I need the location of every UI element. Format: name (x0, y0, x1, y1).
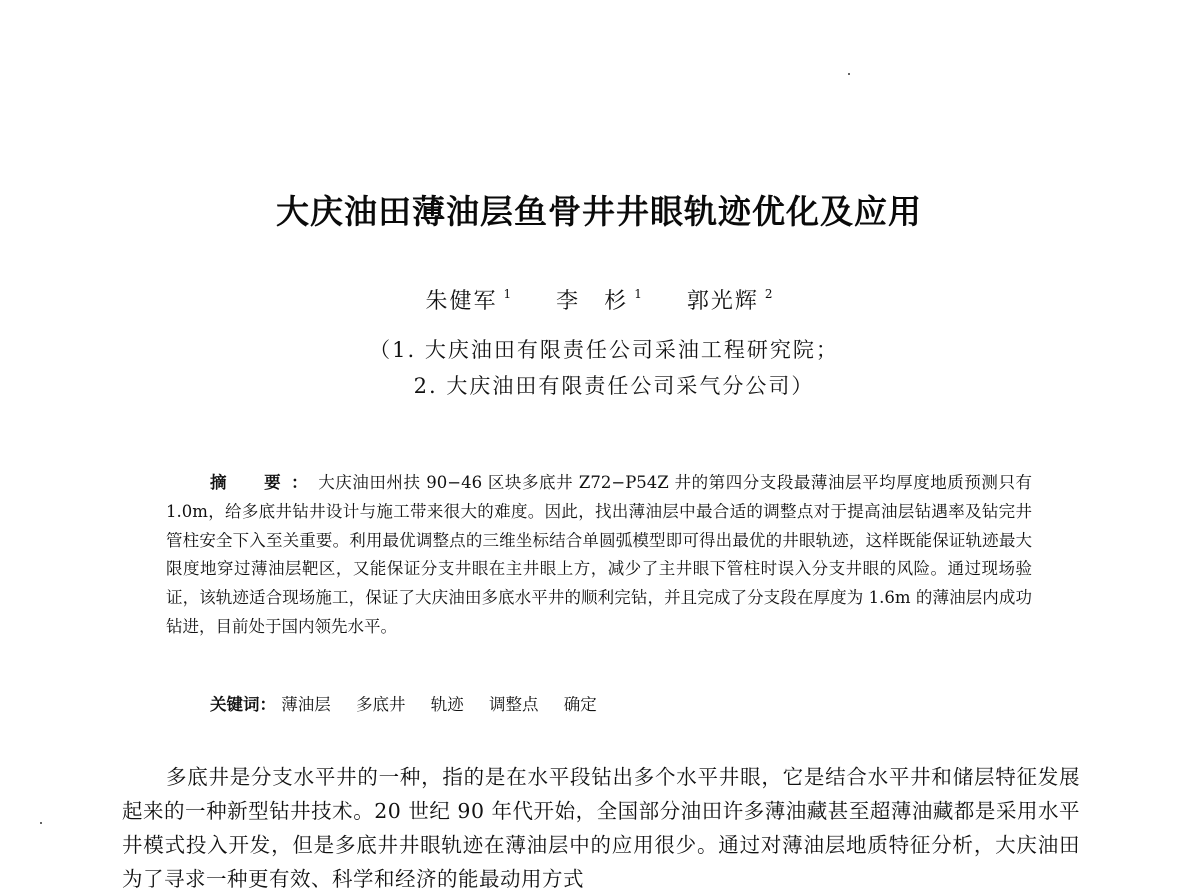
keyword: 确定 (563, 695, 597, 714)
affiliation-line: 2. 大庆油田有限责任公司采气分公司） (413, 374, 815, 398)
affiliation-mark: 2 (764, 287, 773, 301)
author-name: 李 杉 (556, 289, 629, 314)
author-name: 朱健军 (425, 289, 498, 314)
paper-title: 大庆油田薄油层鱼骨井井眼轨迹优化及应用 (276, 192, 922, 231)
abstract (166, 469, 1032, 642)
abstract-text: 大庆油田州扶 90−46 区块多底井 Z72−P54Z 井的第四分支段最薄油层平均厚度地质预测只有 1.0m，给多底井钻井设计与施工带来很大的难度。因此，找出薄油层中最合适的调整点对于提高油层钻遇率及钻完井管柱安全下入至关重要。利用最优调整点的三维坐标结合单圆弧模型即可得出最优的井眼轨迹，这样既能保证轨迹最大限度地穿过薄油层靶区，又能保证分支井眼在主井眼上方，减少了主井眼下管柱时误入分支井眼的风险。通过现场验证，该轨迹适合现场施工，保证了大庆油田多底水平井的顺利完钻，并且完成了分支段在厚度为 1.6m 的薄油层内成功钻进，目前处于国内领先水平。 (166, 473, 1033, 636)
scan-speck (40, 822, 42, 824)
body-paragraph: 多底井是分支水平井的一种，指的是在水平段钻出多个水平井眼，它是结合水平井和储层特征发展起来的一种新型钻井技术。20 世纪 90 年代开始，全国部分油田许多薄油藏甚至超薄油藏都是采用水平井模式投入开发，但是多底井井眼轨迹在薄油层中的应用很少。通过对薄油层地质特征分析，大庆油田为了寻求一种更有效、科学和经济的能最动用方式 (122, 765, 1080, 891)
author-name: 郭光辉 (686, 289, 759, 314)
affiliation-mark: 1 (634, 287, 642, 301)
author (426, 284, 512, 315)
scan-speck (848, 73, 850, 75)
keyword: 轨迹 (430, 695, 464, 714)
affiliation-line: （1. 大庆油田有限责任公司采油工程研究院； (369, 338, 839, 362)
author (556, 284, 642, 315)
keywords-label: 关键词： (210, 695, 276, 714)
author-list (0, 284, 1198, 315)
keyword: 薄油层 (281, 695, 331, 714)
author (687, 284, 773, 315)
abstract-label: 摘 要： (210, 473, 319, 492)
keyword: 多底井 (356, 695, 406, 714)
keywords (210, 691, 617, 719)
affiliation-mark: 1 (503, 287, 512, 301)
keyword: 调整点 (489, 695, 539, 714)
